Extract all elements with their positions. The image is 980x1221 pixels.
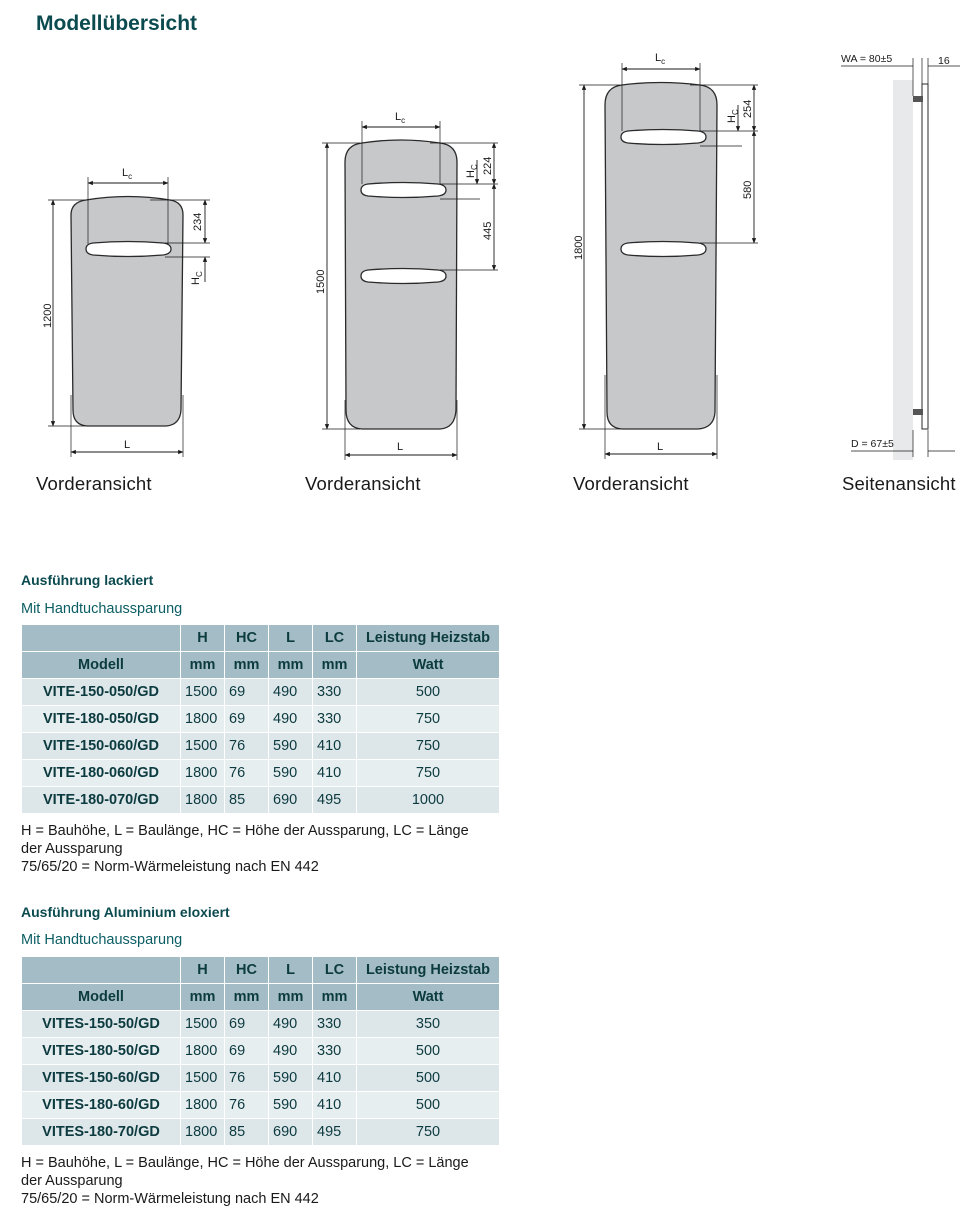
header-unit: mm	[313, 984, 357, 1011]
towel-opening-upper	[361, 183, 446, 198]
footnote-lackiert	[21, 822, 491, 876]
table-row: VITES-180-70/GD 1800 85 690 495 750	[22, 1119, 500, 1146]
header-unit-watt: Watt	[357, 984, 500, 1011]
footnote-norm: 75/65/20 = Norm-Wärmeleistung nach EN 442	[21, 1191, 319, 1207]
radiator-profile	[922, 84, 928, 429]
lc-label: $L_c$	[655, 52, 666, 66]
section-title-eloxiert: Ausführung Aluminium eloxiert	[21, 904, 230, 920]
table-row: VITE-180-050/GD 1800 69 490 330 750	[22, 706, 500, 733]
header-unit: mm	[269, 652, 313, 679]
section-subtitle-eloxiert: Mit Handtuchaussparung	[21, 932, 183, 948]
front-view-1800	[573, 52, 758, 459]
header-modell: Modell	[22, 652, 181, 679]
header-l: L	[269, 625, 313, 652]
side-view	[841, 53, 960, 460]
table-row: VITE-150-050/GD 1500 69 490 330 500	[22, 679, 500, 706]
dim-445: 445	[482, 221, 494, 240]
front-view-1200	[42, 167, 210, 457]
header-hc: HC	[225, 957, 269, 984]
dim-width-l: L	[397, 441, 404, 453]
header-unit: mm	[181, 652, 225, 679]
footnote-legend: H = Bauhöhe, L = Baulänge, HC = Höhe der Aussparung, LC = Länge der Aussparung	[21, 823, 469, 857]
dim-height-1200: 1200	[42, 303, 54, 328]
table-row: VITES-180-50/GD 1800 69 490 330 500	[22, 1038, 500, 1065]
towel-opening	[86, 242, 171, 257]
towel-opening-upper	[621, 130, 706, 145]
header-unit: mm	[225, 984, 269, 1011]
footnote-norm: 75/65/20 = Norm-Wärmeleistung nach EN 442	[21, 859, 319, 875]
table-row: VITE-150-060/GD 1500 76 590 410 750	[22, 733, 500, 760]
bracket-bottom	[913, 409, 923, 415]
hc-label: $H_C$	[465, 164, 479, 178]
header-unit: mm	[225, 652, 269, 679]
caption-front-1500: Vorderansicht	[305, 473, 421, 494]
caption-front-1200: Vorderansicht	[36, 473, 152, 494]
dim-234: 234	[192, 212, 204, 231]
towel-opening-lower	[621, 242, 706, 257]
front-view-1500	[315, 111, 498, 460]
header-unit: mm	[181, 984, 225, 1011]
dim-16: 16	[938, 55, 950, 67]
dim-d: D = 67±5	[851, 438, 894, 450]
hc-label: $H_C$	[190, 271, 204, 285]
technical-drawings	[0, 0, 980, 510]
header-h: H	[181, 625, 225, 652]
section-title-lackiert: Ausführung lackiert	[21, 572, 154, 588]
table-row: VITES-150-60/GD 1500 76 590 410 500	[22, 1065, 500, 1092]
table-row: VITES-150-50/GD 1500 69 490 330 350	[22, 1011, 500, 1038]
dim-width-l: L	[657, 441, 664, 453]
page-title: Modellübersicht	[36, 12, 198, 35]
table-row: VITE-180-070/GD 1800 85 690 495 1000	[22, 787, 500, 814]
dim-254: 254	[742, 99, 754, 118]
towel-opening-lower	[361, 269, 446, 284]
header-hc: HC	[225, 625, 269, 652]
table-row: VITE-180-060/GD 1800 76 590 410 750	[22, 760, 500, 787]
dim-wa: WA = 80±5	[841, 53, 893, 65]
header-leistung: Leistung Heizstab	[357, 625, 500, 652]
section-subtitle-lackiert: Mit Handtuchaussparung	[21, 601, 183, 617]
header-unit: mm	[313, 652, 357, 679]
header-empty	[22, 625, 181, 652]
lc-label: $L_c$	[395, 111, 406, 125]
dim-height-1800: 1800	[573, 235, 585, 260]
footnote-eloxiert	[21, 1154, 491, 1208]
header-lc: LC	[313, 957, 357, 984]
header-empty	[22, 957, 181, 984]
header-leistung: Leistung Heizstab	[357, 957, 500, 984]
dim-580: 580	[742, 180, 754, 199]
dim-224: 224	[482, 156, 494, 175]
lc-label: $L_c$	[122, 167, 133, 181]
spec-table-lackiert	[21, 624, 500, 814]
header-l: L	[269, 957, 313, 984]
caption-side: Seitenansicht	[842, 473, 956, 494]
caption-front-1800: Vorderansicht	[573, 473, 689, 494]
header-lc: LC	[313, 625, 357, 652]
hc-label: $H_C$	[726, 109, 740, 123]
dim-width-l: L	[124, 439, 131, 451]
header-h: H	[181, 957, 225, 984]
header-unit-watt: Watt	[357, 652, 500, 679]
footnote-legend: H = Bauhöhe, L = Baulänge, HC = Höhe der Aussparung, LC = Länge der Aussparung	[21, 1155, 469, 1189]
dim-height-1500: 1500	[315, 269, 327, 294]
spec-table-eloxiert	[21, 956, 500, 1146]
header-modell: Modell	[22, 984, 181, 1011]
table-row: VITES-180-60/GD 1800 76 590 410 500	[22, 1092, 500, 1119]
header-unit: mm	[269, 984, 313, 1011]
wall	[893, 80, 913, 460]
bracket-top	[913, 96, 923, 102]
